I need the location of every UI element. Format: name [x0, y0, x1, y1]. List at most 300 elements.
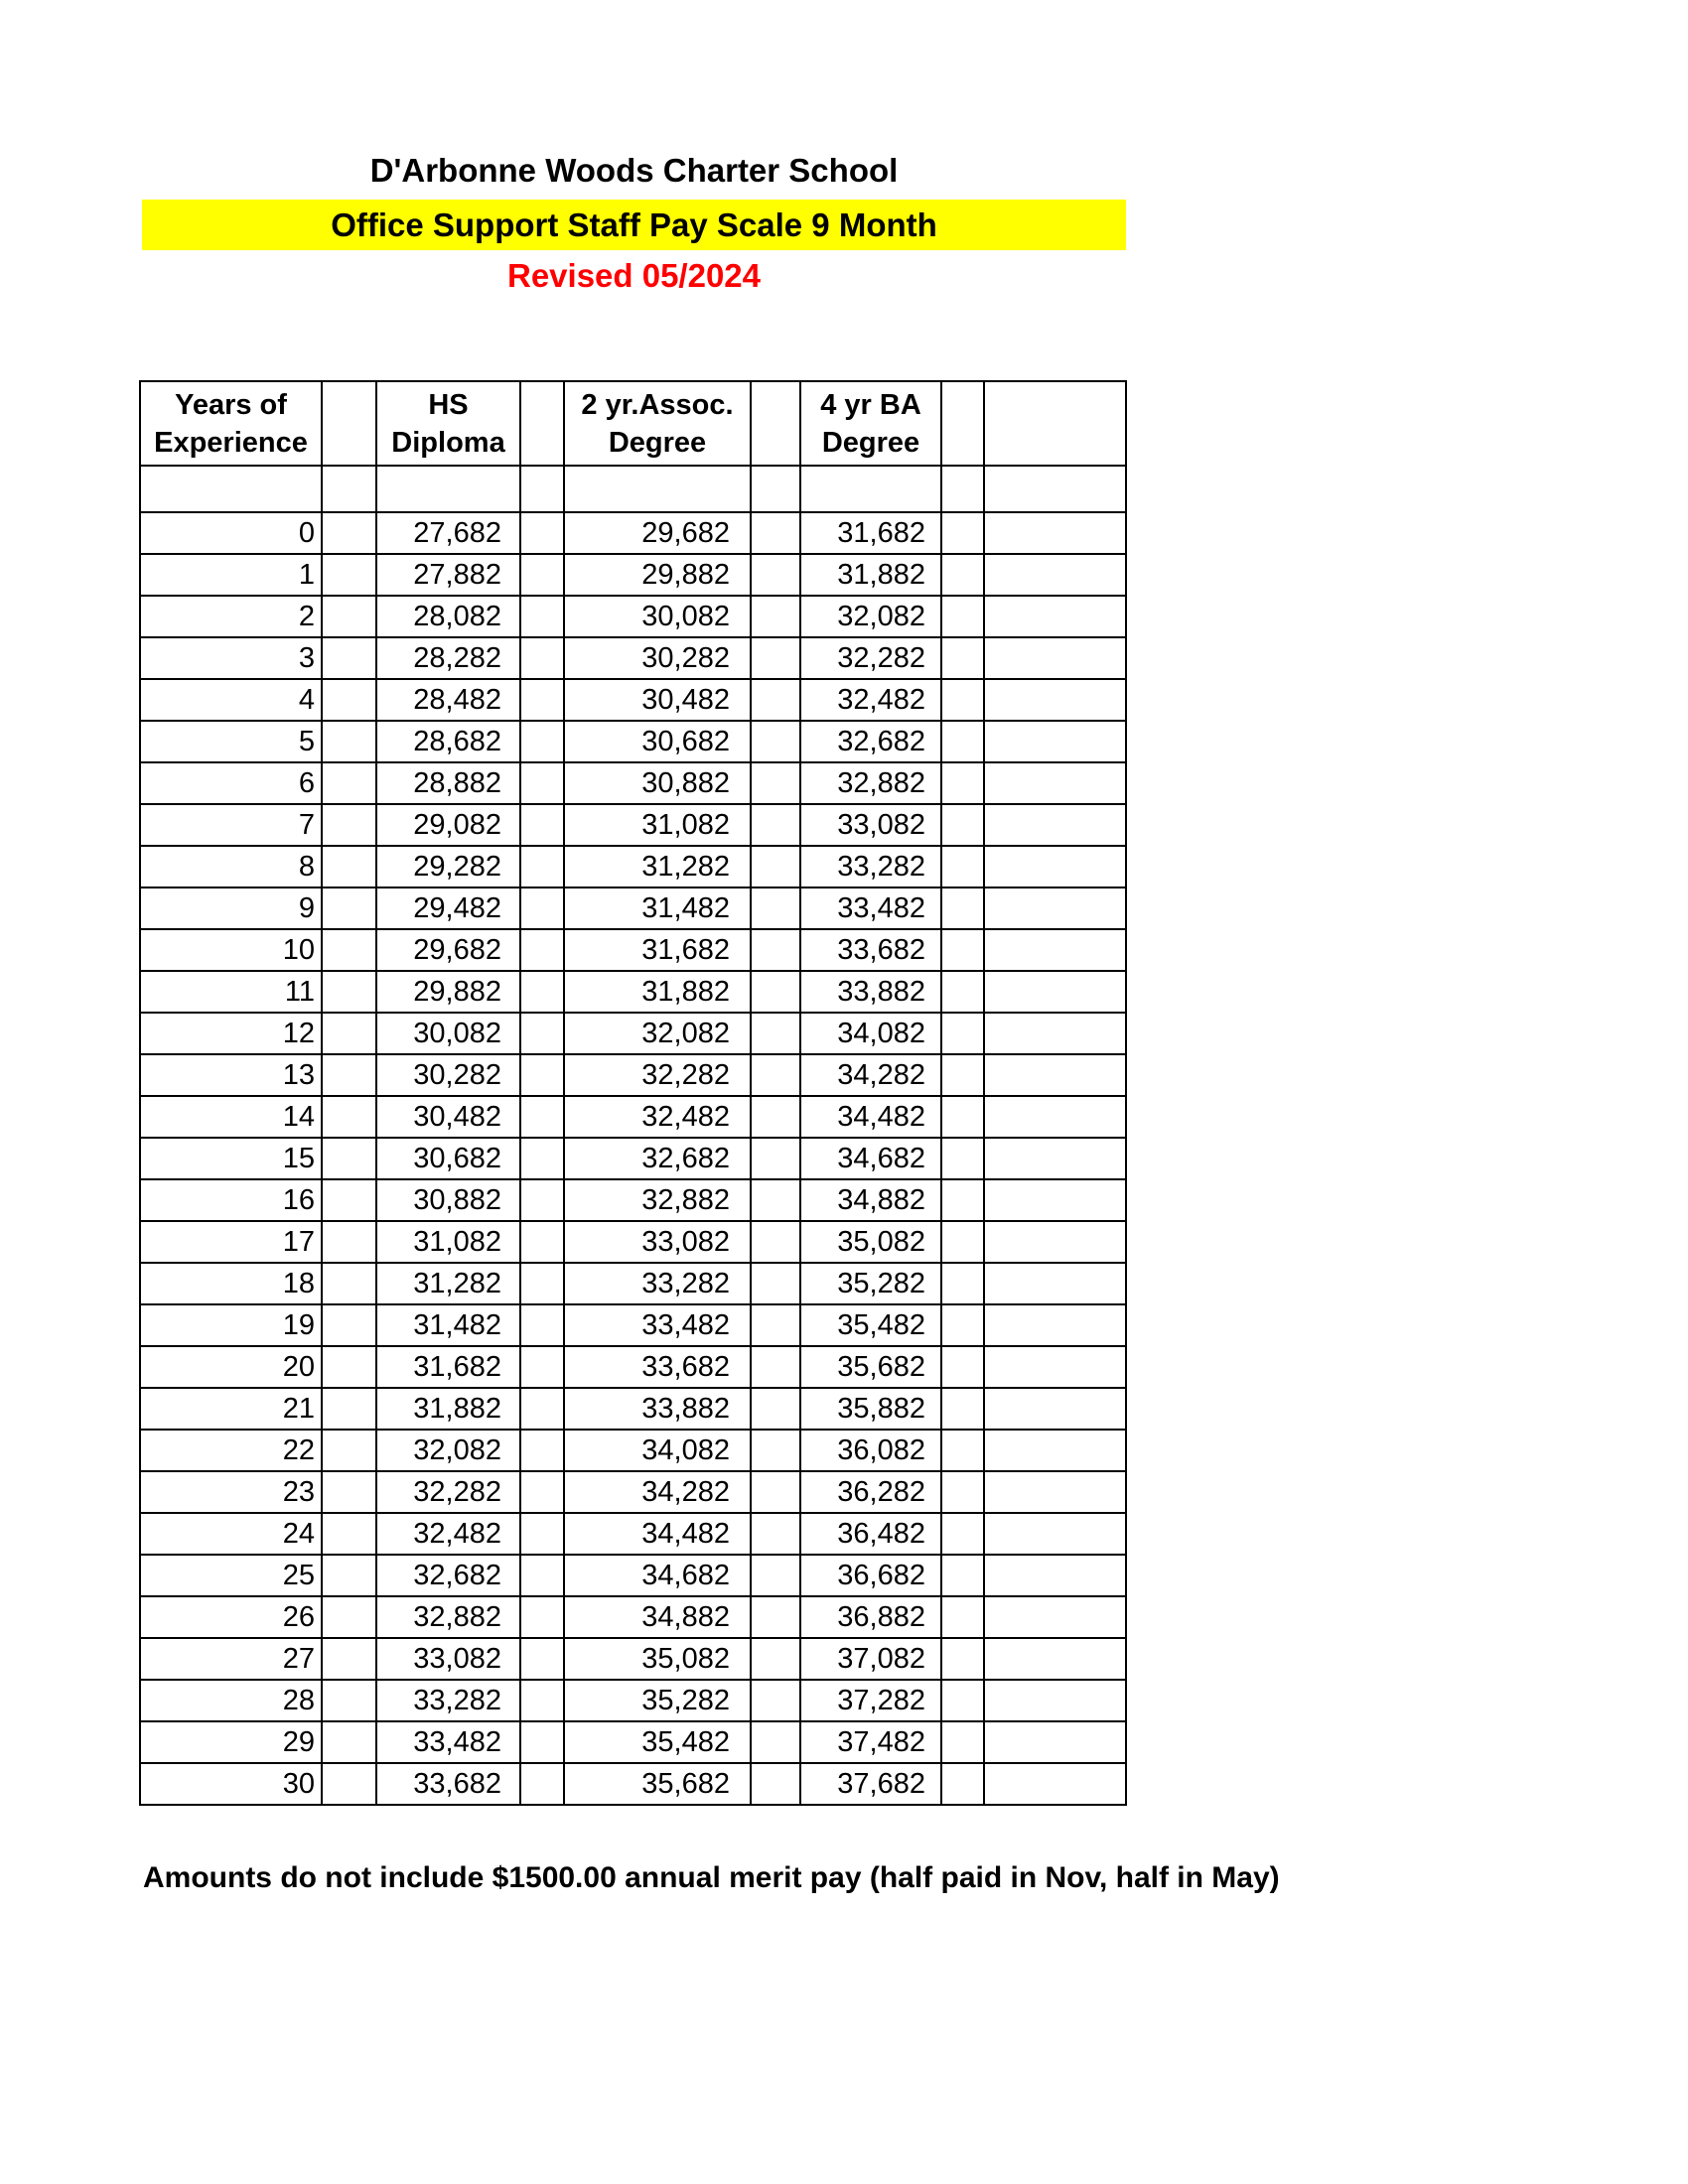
- spacer-cell: [520, 846, 564, 887]
- spacer-cell: [751, 554, 800, 596]
- spacer-cell: [751, 1138, 800, 1179]
- spacer-cell: [520, 1096, 564, 1138]
- spacer-cell: [520, 1388, 564, 1430]
- spacer-cell: [751, 637, 800, 679]
- blank-cell: [322, 466, 376, 512]
- spacer-cell: [751, 1304, 800, 1346]
- spacer-cell: [322, 637, 376, 679]
- table-row: [140, 1513, 1126, 1555]
- table-body: [140, 381, 1126, 1805]
- notes-cell: [984, 1638, 1126, 1680]
- spacer-cell: [520, 512, 564, 554]
- spacer-cell: [941, 1388, 984, 1430]
- hs-diploma-cell: 29,882: [376, 971, 520, 1013]
- spacer-cell: [941, 1346, 984, 1388]
- spacer-cell: [941, 1513, 984, 1555]
- spacer-cell: [322, 1513, 376, 1555]
- blank-cell: [376, 466, 520, 512]
- table-row: [140, 721, 1126, 762]
- spacer-cell: [941, 721, 984, 762]
- ba-degree-cell: 35,082: [800, 1221, 941, 1263]
- spacer-cell: [322, 846, 376, 887]
- table-row: [140, 1721, 1126, 1763]
- hs-diploma-cell: 31,482: [376, 1304, 520, 1346]
- assoc-degree-header: 2 yr.Assoc. Degree: [564, 381, 751, 466]
- spacer-cell: [751, 679, 800, 721]
- subtitle-highlight-band: [142, 200, 1126, 250]
- blank-cell: [564, 466, 751, 512]
- spacer-cell: [941, 554, 984, 596]
- spacer-cell: [520, 1638, 564, 1680]
- hs-diploma-cell: 28,082: [376, 596, 520, 637]
- spacer-cell: [322, 1680, 376, 1721]
- table-row: [140, 1471, 1126, 1513]
- years-cell: 4: [140, 679, 322, 721]
- spacer-cell: [520, 554, 564, 596]
- spacer-cell: [520, 1555, 564, 1596]
- ba-degree-cell: 37,482: [800, 1721, 941, 1763]
- years-cell: 23: [140, 1471, 322, 1513]
- years-cell: 27: [140, 1638, 322, 1680]
- table-row: [140, 1430, 1126, 1471]
- table-row: [140, 1263, 1126, 1304]
- spacer-cell: [322, 1013, 376, 1054]
- spacer-cell: [751, 971, 800, 1013]
- blank-separator-row: [140, 466, 1126, 512]
- notes-cell: [984, 1304, 1126, 1346]
- spacer-cell: [520, 887, 564, 929]
- assoc-degree-cell: 32,482: [564, 1096, 751, 1138]
- spacer-cell: [322, 1179, 376, 1221]
- hs-diploma-cell: 27,682: [376, 512, 520, 554]
- table-row: [140, 679, 1126, 721]
- spacer-cell: [751, 1555, 800, 1596]
- assoc-degree-cell: 30,282: [564, 637, 751, 679]
- ba-degree-cell: 32,682: [800, 721, 941, 762]
- assoc-degree-cell: 35,082: [564, 1638, 751, 1680]
- revision-date: Revised 05/2024: [506, 257, 762, 294]
- years-cell: 2: [140, 596, 322, 637]
- ba-degree-cell: 33,082: [800, 804, 941, 846]
- hs-diploma-cell: 28,482: [376, 679, 520, 721]
- table-row: [140, 1763, 1126, 1805]
- table-row: [140, 1388, 1126, 1430]
- hs-diploma-cell: 32,682: [376, 1555, 520, 1596]
- ba-degree-header: 4 yr BA Degree: [800, 381, 941, 466]
- spacer-cell: [751, 1638, 800, 1680]
- hs-diploma-cell: 32,882: [376, 1596, 520, 1638]
- notes-cell: [984, 637, 1126, 679]
- ba-degree-cell: 34,082: [800, 1013, 941, 1054]
- table-row: [140, 1304, 1126, 1346]
- spacer-cell: [322, 1430, 376, 1471]
- years-cell: 22: [140, 1430, 322, 1471]
- hs-diploma-cell: 31,682: [376, 1346, 520, 1388]
- spacer-cell: [520, 637, 564, 679]
- ba-degree-cell: 32,282: [800, 637, 941, 679]
- spacer-cell: [322, 512, 376, 554]
- notes-cell: [984, 721, 1126, 762]
- spacer-cell: [322, 1138, 376, 1179]
- assoc-degree-cell: 35,282: [564, 1680, 751, 1721]
- table-row: [140, 1054, 1126, 1096]
- spacer-cell: [751, 721, 800, 762]
- spacer-cell: [751, 1721, 800, 1763]
- assoc-degree-cell: 31,482: [564, 887, 751, 929]
- assoc-degree-cell: 33,282: [564, 1263, 751, 1304]
- spacer-cell: [941, 762, 984, 804]
- spacer-header-cell: [941, 381, 984, 466]
- notes-cell: [984, 1096, 1126, 1138]
- spacer-header-cell: [751, 381, 800, 466]
- spacer-cell: [322, 1471, 376, 1513]
- hs-diploma-cell: 27,882: [376, 554, 520, 596]
- spacer-cell: [520, 1013, 564, 1054]
- spacer-cell: [520, 1221, 564, 1263]
- spacer-cell: [322, 887, 376, 929]
- assoc-degree-cell: 30,682: [564, 721, 751, 762]
- table-row: [140, 1179, 1126, 1221]
- spacer-cell: [941, 929, 984, 971]
- assoc-degree-cell: 34,082: [564, 1430, 751, 1471]
- page-title: D'Arbonne Woods Charter School: [369, 152, 899, 189]
- years-cell: 18: [140, 1263, 322, 1304]
- hs-diploma-cell: 31,082: [376, 1221, 520, 1263]
- hs-diploma-cell: 33,082: [376, 1638, 520, 1680]
- table-row: [140, 1138, 1126, 1179]
- assoc-degree-cell: 34,882: [564, 1596, 751, 1638]
- years-cell: 19: [140, 1304, 322, 1346]
- ba-degree-cell: 35,882: [800, 1388, 941, 1430]
- notes-cell: [984, 1471, 1126, 1513]
- hs-diploma-cell: 32,082: [376, 1430, 520, 1471]
- years-cell: 16: [140, 1179, 322, 1221]
- assoc-degree-cell: 30,482: [564, 679, 751, 721]
- ba-degree-cell: 36,482: [800, 1513, 941, 1555]
- assoc-degree-cell: 30,082: [564, 596, 751, 637]
- hs-diploma-cell: 32,482: [376, 1513, 520, 1555]
- assoc-degree-cell: 34,682: [564, 1555, 751, 1596]
- notes-cell: [984, 1346, 1126, 1388]
- notes-cell: [984, 1179, 1126, 1221]
- spacer-cell: [751, 846, 800, 887]
- ba-degree-cell: 36,082: [800, 1430, 941, 1471]
- years-cell: 0: [140, 512, 322, 554]
- spacer-cell: [322, 1721, 376, 1763]
- notes-cell: [984, 846, 1126, 887]
- ba-degree-cell: 32,082: [800, 596, 941, 637]
- hs-diploma-cell: 30,282: [376, 1054, 520, 1096]
- table-row: [140, 971, 1126, 1013]
- spacer-cell: [941, 512, 984, 554]
- table-row: [140, 804, 1126, 846]
- spacer-cell: [322, 596, 376, 637]
- years-cell: 24: [140, 1513, 322, 1555]
- years-cell: 12: [140, 1013, 322, 1054]
- spacer-cell: [751, 1263, 800, 1304]
- notes-cell: [984, 1596, 1126, 1638]
- spacer-cell: [941, 679, 984, 721]
- spacer-cell: [941, 637, 984, 679]
- spacer-cell: [941, 1555, 984, 1596]
- notes-cell: [984, 1430, 1126, 1471]
- ba-degree-cell: 33,882: [800, 971, 941, 1013]
- assoc-degree-cell: 30,882: [564, 762, 751, 804]
- spacer-cell: [941, 1054, 984, 1096]
- notes-cell: [984, 596, 1126, 637]
- spacer-header-cell: [520, 381, 564, 466]
- years-cell: 1: [140, 554, 322, 596]
- assoc-degree-cell: 34,482: [564, 1513, 751, 1555]
- hs-diploma-cell: 31,282: [376, 1263, 520, 1304]
- hs-diploma-cell: 30,082: [376, 1013, 520, 1054]
- years-cell: 29: [140, 1721, 322, 1763]
- spacer-cell: [941, 971, 984, 1013]
- ba-degree-cell: 34,482: [800, 1096, 941, 1138]
- spacer-cell: [751, 1430, 800, 1471]
- years-cell: 6: [140, 762, 322, 804]
- notes-cell: [984, 512, 1126, 554]
- spacer-cell: [751, 887, 800, 929]
- hs-diploma-cell: 33,682: [376, 1763, 520, 1805]
- notes-cell: [984, 1013, 1126, 1054]
- spacer-cell: [941, 804, 984, 846]
- notes-cell: [984, 887, 1126, 929]
- spacer-cell: [751, 762, 800, 804]
- spacer-cell: [941, 846, 984, 887]
- hs-diploma-cell: 28,882: [376, 762, 520, 804]
- years-cell: 28: [140, 1680, 322, 1721]
- spacer-cell: [520, 1304, 564, 1346]
- spacer-cell: [941, 1430, 984, 1471]
- notes-cell: [984, 971, 1126, 1013]
- spacer-cell: [751, 1179, 800, 1221]
- notes-cell: [984, 1221, 1126, 1263]
- ba-degree-cell: 34,882: [800, 1179, 941, 1221]
- years-cell: 25: [140, 1555, 322, 1596]
- assoc-degree-cell: 29,682: [564, 512, 751, 554]
- spacer-cell: [520, 1680, 564, 1721]
- spacer-cell: [322, 929, 376, 971]
- spacer-cell: [941, 1263, 984, 1304]
- table-row: [140, 1680, 1126, 1721]
- assoc-degree-cell: 33,682: [564, 1346, 751, 1388]
- spacer-cell: [322, 971, 376, 1013]
- notes-cell: [984, 1555, 1126, 1596]
- years-cell: 11: [140, 971, 322, 1013]
- spacer-cell: [941, 596, 984, 637]
- spacer-cell: [941, 1596, 984, 1638]
- years-cell: 26: [140, 1596, 322, 1638]
- spacer-cell: [941, 887, 984, 929]
- spacer-cell: [751, 804, 800, 846]
- assoc-degree-cell: 32,682: [564, 1138, 751, 1179]
- spacer-cell: [941, 1680, 984, 1721]
- spacer-cell: [751, 596, 800, 637]
- notes-cell: [984, 1388, 1126, 1430]
- spacer-cell: [751, 1471, 800, 1513]
- ba-degree-cell: 37,682: [800, 1763, 941, 1805]
- spacer-cell: [520, 1179, 564, 1221]
- spacer-cell: [751, 512, 800, 554]
- spacer-cell: [751, 1763, 800, 1805]
- spacer-cell: [322, 1346, 376, 1388]
- hs-diploma-cell: 30,682: [376, 1138, 520, 1179]
- spacer-cell: [751, 1388, 800, 1430]
- spacer-cell: [941, 1179, 984, 1221]
- assoc-degree-cell: 31,282: [564, 846, 751, 887]
- table-row: [140, 1346, 1126, 1388]
- spacer-cell: [322, 721, 376, 762]
- ba-degree-cell: 32,882: [800, 762, 941, 804]
- spacer-cell: [520, 804, 564, 846]
- table-row: [140, 1013, 1126, 1054]
- years-cell: 7: [140, 804, 322, 846]
- spacer-cell: [322, 1304, 376, 1346]
- spacer-cell: [322, 679, 376, 721]
- spacer-cell: [520, 596, 564, 637]
- spacer-cell: [520, 679, 564, 721]
- spacer-cell: [322, 1638, 376, 1680]
- spacer-cell: [941, 1013, 984, 1054]
- spacer-cell: [322, 1054, 376, 1096]
- hs-diploma-cell: 31,882: [376, 1388, 520, 1430]
- notes-cell: [984, 679, 1126, 721]
- ba-degree-cell: 35,282: [800, 1263, 941, 1304]
- blank-cell: [941, 466, 984, 512]
- hs-diploma-cell: 28,682: [376, 721, 520, 762]
- ba-degree-cell: 34,682: [800, 1138, 941, 1179]
- notes-cell: [984, 762, 1126, 804]
- assoc-degree-cell: 34,282: [564, 1471, 751, 1513]
- spacer-cell: [520, 1471, 564, 1513]
- ba-degree-cell: 35,482: [800, 1304, 941, 1346]
- assoc-degree-cell: 32,882: [564, 1179, 751, 1221]
- years-header: Years of Experience: [140, 381, 322, 466]
- blank-cell: [520, 466, 564, 512]
- hs-diploma-cell: 29,682: [376, 929, 520, 971]
- ba-degree-cell: 36,682: [800, 1555, 941, 1596]
- notes-cell: [984, 1263, 1126, 1304]
- table-row: [140, 512, 1126, 554]
- spacer-cell: [751, 1680, 800, 1721]
- ba-degree-cell: 31,682: [800, 512, 941, 554]
- assoc-degree-cell: 35,482: [564, 1721, 751, 1763]
- table-row: [140, 1596, 1126, 1638]
- ba-degree-cell: 34,282: [800, 1054, 941, 1096]
- spacer-cell: [520, 1054, 564, 1096]
- ba-degree-cell: 37,282: [800, 1680, 941, 1721]
- table-row: [140, 846, 1126, 887]
- spacer-cell: [941, 1138, 984, 1179]
- assoc-degree-cell: 31,882: [564, 971, 751, 1013]
- spacer-cell: [751, 1221, 800, 1263]
- hs-diploma-cell: 30,482: [376, 1096, 520, 1138]
- table-row: [140, 762, 1126, 804]
- years-cell: 15: [140, 1138, 322, 1179]
- ba-degree-cell: 33,282: [800, 846, 941, 887]
- table-row: [140, 1638, 1126, 1680]
- notes-cell: [984, 1680, 1126, 1721]
- assoc-degree-cell: 33,482: [564, 1304, 751, 1346]
- spacer-cell: [751, 1513, 800, 1555]
- merit-pay-footnote: Amounts do not include $1500.00 annual merit pay (half paid in Nov, half in May): [143, 1861, 1280, 1894]
- spacer-cell: [520, 721, 564, 762]
- spacer-cell: [941, 1304, 984, 1346]
- spacer-cell: [941, 1096, 984, 1138]
- table-row: [140, 596, 1126, 637]
- assoc-degree-cell: 32,082: [564, 1013, 751, 1054]
- notes-cell: [984, 554, 1126, 596]
- notes-cell: [984, 1138, 1126, 1179]
- spacer-cell: [520, 1721, 564, 1763]
- years-cell: 8: [140, 846, 322, 887]
- hs-diploma-cell: 29,082: [376, 804, 520, 846]
- notes-cell: [984, 1054, 1126, 1096]
- table-row: [140, 1221, 1126, 1263]
- ba-degree-cell: 32,482: [800, 679, 941, 721]
- notes-header-cell: [984, 381, 1126, 466]
- spacer-cell: [520, 1263, 564, 1304]
- assoc-degree-cell: 33,082: [564, 1221, 751, 1263]
- spacer-cell: [520, 1138, 564, 1179]
- spacer-cell: [322, 804, 376, 846]
- years-cell: 21: [140, 1388, 322, 1430]
- spacer-cell: [941, 1471, 984, 1513]
- ba-degree-cell: 36,282: [800, 1471, 941, 1513]
- notes-cell: [984, 929, 1126, 971]
- hs-diploma-cell: 33,282: [376, 1680, 520, 1721]
- spacer-cell: [520, 971, 564, 1013]
- ba-degree-cell: 36,882: [800, 1596, 941, 1638]
- spacer-cell: [751, 929, 800, 971]
- years-cell: 13: [140, 1054, 322, 1096]
- hs-diploma-cell: 33,482: [376, 1721, 520, 1763]
- spacer-cell: [322, 1763, 376, 1805]
- spacer-cell: [520, 762, 564, 804]
- spacer-cell: [520, 1346, 564, 1388]
- spacer-cell: [520, 1513, 564, 1555]
- spacer-header-cell: [322, 381, 376, 466]
- years-cell: 5: [140, 721, 322, 762]
- table-row: [140, 637, 1126, 679]
- spacer-cell: [322, 1596, 376, 1638]
- table-row: [140, 1096, 1126, 1138]
- blank-cell: [800, 466, 941, 512]
- notes-cell: [984, 1513, 1126, 1555]
- spacer-cell: [322, 762, 376, 804]
- spacer-cell: [751, 1054, 800, 1096]
- assoc-degree-cell: 35,682: [564, 1763, 751, 1805]
- spacer-cell: [322, 1221, 376, 1263]
- assoc-degree-cell: 32,282: [564, 1054, 751, 1096]
- spacer-cell: [941, 1763, 984, 1805]
- spacer-cell: [941, 1638, 984, 1680]
- table-row: [140, 1555, 1126, 1596]
- spacer-cell: [322, 1263, 376, 1304]
- notes-cell: [984, 1763, 1126, 1805]
- spacer-cell: [322, 1096, 376, 1138]
- spacer-cell: [322, 1555, 376, 1596]
- ba-degree-cell: 37,082: [800, 1638, 941, 1680]
- subtitle-text: Office Support Staff Pay Scale 9 Month: [331, 205, 937, 243]
- spacer-cell: [520, 1763, 564, 1805]
- assoc-degree-cell: 29,882: [564, 554, 751, 596]
- spacer-cell: [751, 1013, 800, 1054]
- spacer-cell: [941, 1721, 984, 1763]
- hs-diploma-cell: 28,282: [376, 637, 520, 679]
- spacer-cell: [751, 1346, 800, 1388]
